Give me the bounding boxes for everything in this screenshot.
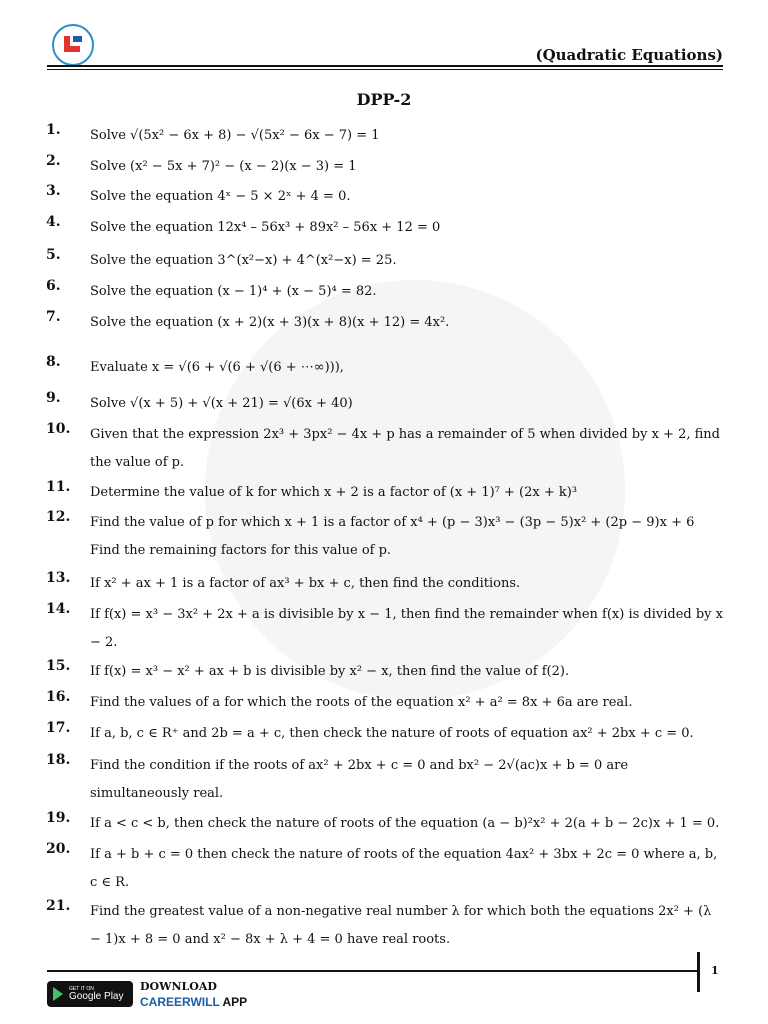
question-number: 11. (46, 479, 71, 495)
app-suffix: APP (222, 995, 248, 1009)
question-number: 20. (46, 841, 71, 857)
question-number: 13. (46, 570, 71, 586)
question-text: Find the greatest value of a non-negative real number λ for which both the equations 2x² + (λ − 1)x + 8 = 0 and x² − 8x + λ + 4 = 0 have real roots. (90, 904, 712, 947)
question-number: 14. (46, 601, 71, 617)
question-text: Given that the expression 2x³ + 3px² − 4x + p has a remainder of 5 when divided by x + 2, find the value of p. (90, 427, 720, 470)
download-label: DOWNLOAD (140, 980, 217, 993)
question-number: 21. (46, 898, 71, 914)
play-store-icon (53, 987, 63, 1001)
question-number: 15. (46, 658, 71, 674)
header-rule-thin (47, 69, 723, 70)
sheet-title: DPP-2 (356, 90, 412, 109)
question-text: Find the values of a for which the roots of the equation x² + a² = 8x + 6a are real. (90, 695, 633, 710)
question-text: If a < c < b, then check the nature of roots of the equation (a − b)²x² + 2(a + b − 2c)x + 1 = 0. (90, 816, 720, 831)
question-number: 1. (46, 122, 61, 138)
question-text: Solve the equation 12x⁴ – 56x³ + 89x² – 56x + 12 = 0 (90, 220, 441, 235)
question-text: If f(x) = x³ − 3x² + 2x + a is divisible by x − 1, then find the remainder when f(x) is divided by x − 2. (90, 607, 723, 650)
careerwill-logo (52, 24, 94, 66)
page-number: 1 (711, 964, 719, 977)
question-text: Solve the equation (x − 1)⁴ + (x − 5)⁴ = 82. (90, 284, 377, 299)
question-text: Find the condition if the roots of ax² + 2bx + c = 0 and bx² − 2√(ac)x + b = 0 are simultaneously real. (90, 758, 629, 801)
question-text: If f(x) = x³ − x² + ax + b is divisible by x² − x, then find the value of f(2). (90, 664, 570, 679)
question-number: 12. (46, 509, 71, 525)
app-name (140, 995, 247, 1009)
badge-small-text: GET IT ON (69, 985, 94, 992)
question-number: 8. (46, 354, 61, 370)
question-number: 7. (46, 309, 61, 325)
question-number: 2. (46, 153, 61, 169)
badge-big-text: Google Play (69, 990, 124, 1002)
footer-rule (47, 970, 699, 972)
question-text: Determine the value of k for which x + 2 is a factor of (x + 1)⁷ + (2x + k)³ (90, 485, 578, 500)
question-text: Evaluate x = √(6 + √(6 + √(6 + ⋯∞))), (90, 360, 344, 375)
question-number: 9. (46, 390, 61, 406)
question-number: 16. (46, 689, 71, 705)
footer-divider (697, 952, 700, 992)
question-number: 17. (46, 720, 71, 736)
question-text: If a + b + c = 0 then check the nature of roots of the equation 4ax² + 3bx + 2c = 0 where a, b, c ∈ R. (90, 847, 718, 890)
question-text: Solve the equation (x + 2)(x + 3)(x + 8)(x + 12) = 4x². (90, 315, 450, 330)
app-brand: CAREERWILL (140, 995, 220, 1009)
logo-mark-icon (62, 34, 84, 56)
question-text: If a, b, c ∈ R⁺ and 2b = a + c, then check the nature of roots of equation ax² + 2bx + c = 0. (90, 726, 694, 741)
question-text: Solve the equation 4ˣ − 5 × 2ˣ + 4 = 0. (90, 189, 351, 204)
header-rule (47, 65, 723, 67)
question-text: Solve the equation 3^(x²−x) + 4^(x²−x) = 25. (90, 253, 397, 268)
question-text: Solve (x² − 5x + 7)² − (x − 2)(x − 3) = 1 (90, 159, 357, 174)
question-text: If x² + ax + 1 is a factor of ax³ + bx + c, then find the conditions. (90, 576, 521, 591)
question-number: 19. (46, 810, 71, 826)
question-text: Solve √(x + 5) + √(x + 21) = √(6x + 40) (90, 396, 353, 411)
question-text: Solve √(5x² − 6x + 8) − √(5x² − 6x − 7) = 1 (90, 128, 380, 143)
question-text: Find the value of p for which x + 1 is a factor of x⁴ + (p − 3)x³ − (3p − 5)x² + (2p − 9)x + 6 Find the remaining factors for this value of p. (90, 515, 695, 558)
chapter-title: (Quadratic Equations) (535, 46, 723, 64)
question-number: 6. (46, 278, 61, 294)
question-number: 10. (46, 421, 71, 437)
google-play-badge[interactable] (47, 981, 133, 1007)
question-number: 4. (46, 214, 61, 230)
question-number: 3. (46, 183, 61, 199)
question-number: 5. (46, 247, 61, 263)
question-number: 18. (46, 752, 71, 768)
